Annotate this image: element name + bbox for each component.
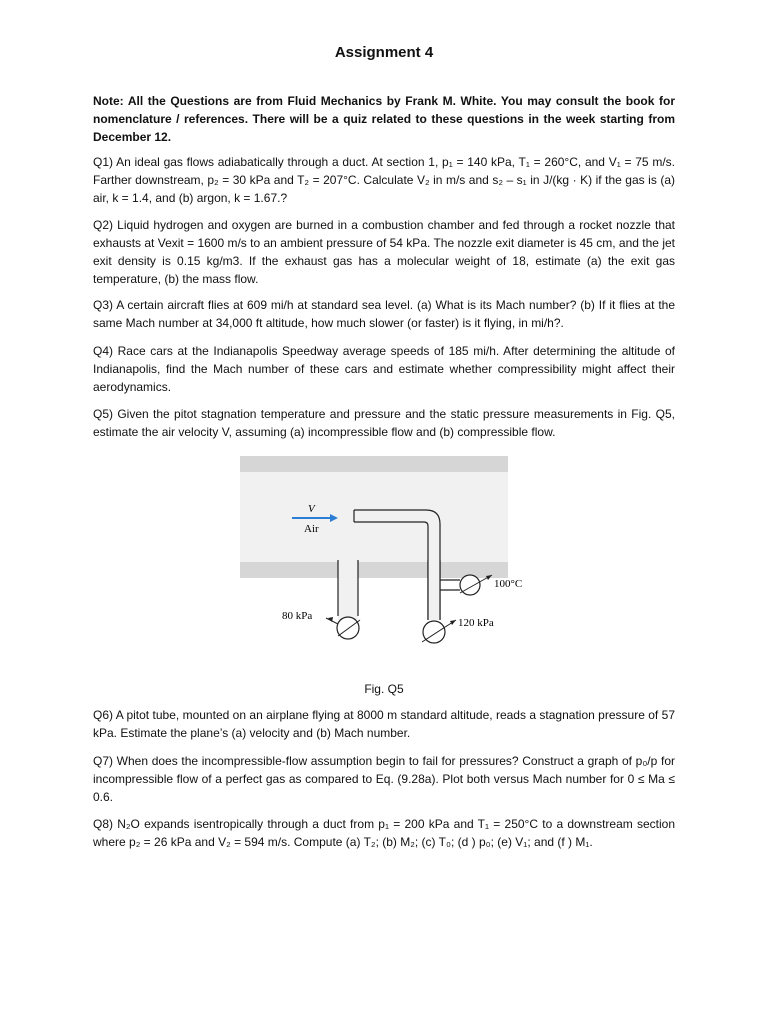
static-tap-tube (338, 560, 358, 620)
question-3: Q3) A certain aircraft flies at 609 mi/h at standard sea level. (a) What is its Mach number? (b) If it flies at the same Mach number at 34,000 ft altitude, how much slower (or faster) is it flying, in mi/h?. (93, 298, 675, 330)
figure-caption: Fig. Q5 (364, 682, 404, 696)
static-pressure-label: 80 kPa (282, 610, 313, 622)
stagnation-pressure-label: 120 kPa (458, 617, 494, 629)
figure-q5 (238, 456, 523, 656)
question-2: Q2) Liquid hydrogen and oxygen are burned in a combustion chamber and fed through a rocket nozzle that exhausts at Vexit = 1600 m/s to an ambient pressure of 54 kPa. The nozzle exit diameter is 45 cm, and the jet exit density is 0.15 kg/m3. If the exhaust gas has a molecular weight of 18, estimate (a) the exit gas temperature, (b) the mass flow. (93, 218, 675, 286)
duct-interior (240, 472, 508, 562)
static-pressure-gauge (337, 617, 359, 639)
question-8: Q8) N₂O expands isentropically through a duct from p₁ = 200 kPa and T₁ = 250°C to a downstream section where p₂ = 26 kPa and V₂ = 594 m/s. Compute (a) T₂; (b) M₂; (c) T₀; (d ) p₀; (e) V₁; and (f ) M₁. (93, 817, 675, 849)
question-6: Q6) A pitot tube, mounted on an airplane flying at 8000 m standard altitude, reads a stagnation pressure of 57 kPa. Estimate the plane’s (a) velocity and (b) Mach number. (93, 708, 675, 740)
question-4: Q4) Race cars at the Indianapolis Speedway average speeds of 185 mi/h. After determining the altitude of Indianapolis, find the Mach number of these cars and estimate whether compressibility might affect their aerodynamics. (93, 344, 675, 394)
page-title: Assignment 4 (334, 44, 434, 61)
duct-top-wall (240, 456, 508, 472)
note-paragraph: Note: All the Questions are from Fluid Mechanics by Frank M. White. You may consult the book for nomenclature / references. There will be a quiz related to these questions in the week starting from December 12. (93, 94, 675, 144)
question-5: Q5) Given the pitot stagnation temperature and pressure and the static pressure measurements in Fig. Q5, estimate the air velocity V, assuming (a) incompressible flow and (b) compressible flow. (93, 407, 675, 439)
question-7: Q7) When does the incompressible-flow assumption begin to fail for pressures? Construct a graph of p₀/p for incompressible flow of a perfect gas as compared to Eq. (9.28a). Plot both versus Mach number for 0 ≤ Ma ≤ 0.6. (93, 754, 675, 804)
question-1: Q1) An ideal gas flows adiabatically through a duct. At section 1, p₁ = 140 kPa, T₁ = 260°C, and V₁ = 75 m/s. Farther downstream, p₂ = 30 kPa and T₂ = 207°C. Calculate V₂ in m/s and s₂ – s₁ in J/(kg · K) if the gas is (a) air, k = 1.4, and (b) argon, k = 1.67.? (93, 155, 675, 205)
air-label: Air (304, 523, 319, 535)
velocity-label: V (308, 503, 315, 515)
temperature-label: 100°C (494, 578, 523, 590)
thermometer-dial (460, 575, 480, 595)
